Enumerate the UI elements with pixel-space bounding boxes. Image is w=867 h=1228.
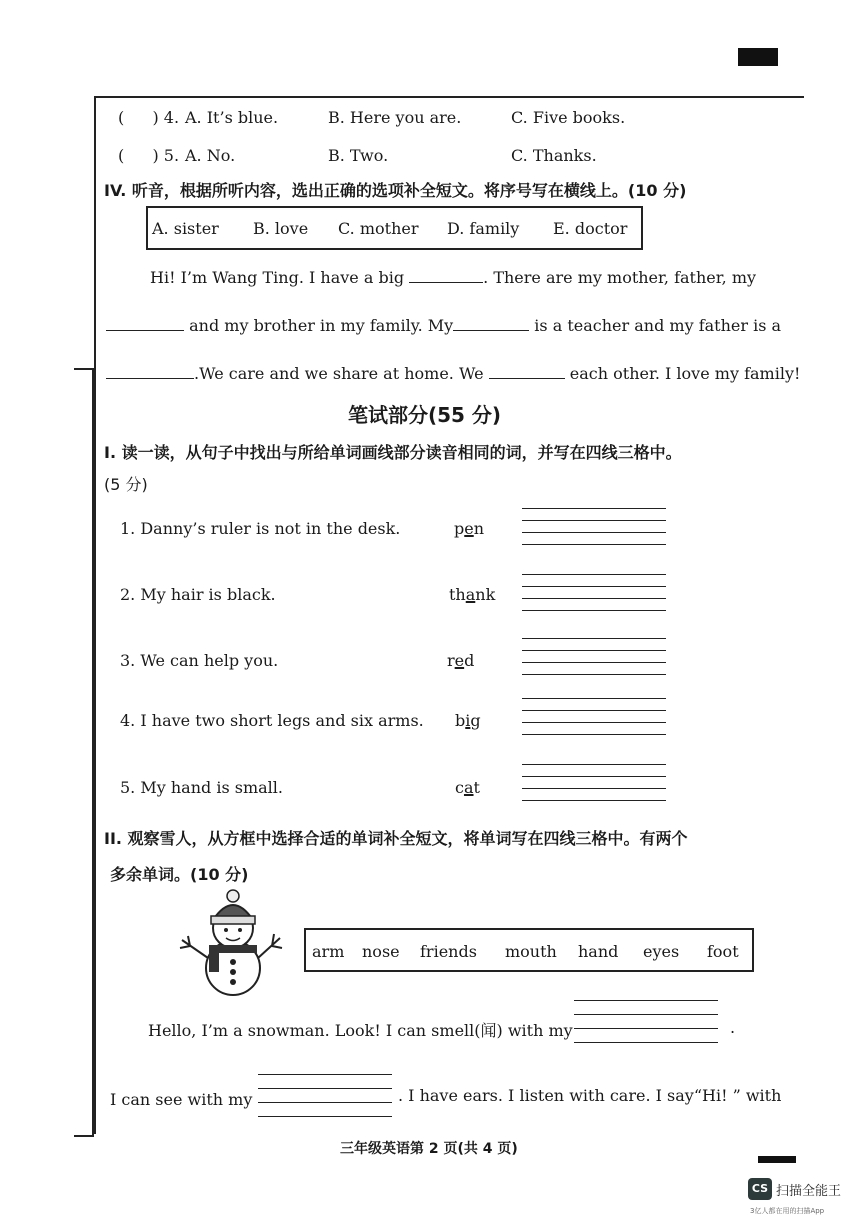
word-part: b: [455, 711, 466, 730]
section-ii-heading-cont: 多余单词。(10 分): [110, 865, 249, 884]
option-b: B. Here you are.: [328, 108, 462, 127]
question-number: ) 5.: [152, 146, 180, 165]
corner-registration-mark: [758, 1156, 796, 1163]
word-part: r: [447, 651, 455, 670]
option-a: A. No.: [185, 146, 236, 165]
scanner-app-name: 扫描全能王: [776, 1184, 842, 1199]
snowman-line-2: I can see with my: [110, 1090, 253, 1109]
four-line-grid[interactable]: [522, 764, 666, 800]
snowman-illustration: [176, 888, 286, 1000]
phonics-sentence: 2. My hair is black.: [120, 585, 276, 604]
scanner-logo-badge: CS: [748, 1178, 772, 1200]
phonics-sentence: 3. We can help you.: [120, 651, 279, 670]
option-word: C. mother: [338, 219, 419, 238]
section-i-points: (5 分): [104, 475, 148, 494]
underlined-letter: i: [465, 711, 471, 730]
word-part: n: [473, 519, 485, 538]
option-word: D. family: [447, 219, 520, 238]
option-b: B. Two.: [328, 146, 389, 165]
four-line-grid[interactable]: [522, 508, 666, 544]
underlined-letter: e: [464, 519, 474, 538]
answer-bracket[interactable]: (: [118, 108, 125, 127]
scanner-watermark: [748, 1178, 864, 1224]
snowman-line-2-cont: . I have ears. I listen with care. I say“Hi! ” with: [398, 1086, 782, 1105]
option-word: B. love: [253, 219, 309, 238]
phonics-word: [455, 711, 481, 730]
option-word: A. sister: [152, 219, 219, 238]
phonics-word: [447, 651, 474, 670]
option-a: A. It’s blue.: [185, 108, 279, 127]
passage-text: each other. I love my family!: [569, 364, 801, 383]
passage-text: and my brother in my family. My: [189, 316, 454, 335]
answer-blank[interactable]: [489, 377, 565, 379]
word-bank-word: nose: [362, 942, 400, 961]
word-part: g: [470, 711, 481, 730]
word-part: th: [449, 585, 466, 604]
corner-registration-mark: [738, 48, 778, 66]
page-footer: 三年级英语第 2 页(共 4 页): [340, 1141, 518, 1157]
four-line-grid[interactable]: [522, 574, 666, 610]
underlined-letter: a: [463, 778, 474, 797]
section-i-heading: I. 读一读，从句子中找出与所给单词画线部分读音相同的词，并写在四线三格中。: [104, 443, 682, 462]
underlined-letter: a: [465, 585, 476, 604]
word-bank-word: mouth: [505, 942, 557, 961]
question-5-row: [118, 146, 179, 165]
question-4-row: [118, 108, 179, 127]
word-part: nk: [475, 585, 496, 604]
answer-blank[interactable]: [106, 377, 194, 379]
word-bank-word: foot: [707, 942, 739, 961]
answer-blank[interactable]: [409, 281, 483, 283]
phonics-word: [449, 585, 495, 604]
option-word: E. doctor: [553, 219, 628, 238]
passage-text: Hi! I’m Wang Ting. I have a big: [150, 268, 405, 287]
written-part-title: 笔试部分(55 分): [348, 403, 502, 427]
passage-text: is a teacher and my father is a: [534, 316, 782, 335]
answer-blank[interactable]: [453, 329, 529, 331]
word-bank-word: friends: [420, 942, 477, 961]
phonics-sentence: 5. My hand is small.: [120, 778, 283, 797]
option-c: C. Five books.: [511, 108, 626, 127]
four-line-grid[interactable]: [522, 698, 666, 734]
word-part: d: [464, 651, 475, 670]
four-line-grid[interactable]: [522, 638, 666, 674]
scanner-tagline: 3亿人都在用的扫描App: [750, 1207, 825, 1215]
phonics-sentence: 4. I have two short legs and six arms.: [120, 711, 424, 730]
answer-bracket[interactable]: (: [118, 146, 125, 165]
option-c: C. Thanks.: [511, 146, 597, 165]
underlined-letter: e: [454, 651, 465, 670]
snowman-line-1: Hello, I’m a snowman. Look! I can smell(闻) with my: [148, 1021, 573, 1040]
four-line-grid[interactable]: [574, 1000, 718, 1036]
passage-text: .We care and we share at home. We: [194, 364, 484, 383]
word-bank-word: arm: [312, 942, 345, 961]
question-number: ) 4.: [152, 108, 180, 127]
word-bank-word: eyes: [643, 942, 680, 961]
phonics-word: [454, 519, 484, 538]
phonics-sentence: 1. Danny’s ruler is not in the desk.: [120, 519, 401, 538]
word-part: c: [455, 778, 464, 797]
passage-line-2: [106, 316, 781, 335]
passage-line-1: [150, 268, 756, 287]
section-iv-heading: IV. 听音，根据所听内容，选出正确的选项补全短文。将序号写在横线上。(10 分): [104, 181, 687, 200]
phonics-word: [455, 778, 480, 797]
answer-blank[interactable]: [106, 329, 184, 331]
snowman-line-1-period: .: [730, 1018, 736, 1037]
passage-text: . There are my mother, father, my: [483, 268, 757, 287]
binding-bracket: [74, 368, 94, 1137]
word-part: p: [454, 519, 465, 538]
word-part: t: [473, 778, 480, 797]
word-bank-word: hand: [578, 942, 619, 961]
section-ii-heading: II. 观察雪人，从方框中选择合适的单词补全短文，将单词写在四线三格中。有两个: [104, 829, 688, 848]
passage-line-3: [106, 364, 800, 383]
four-line-grid[interactable]: [258, 1074, 392, 1110]
